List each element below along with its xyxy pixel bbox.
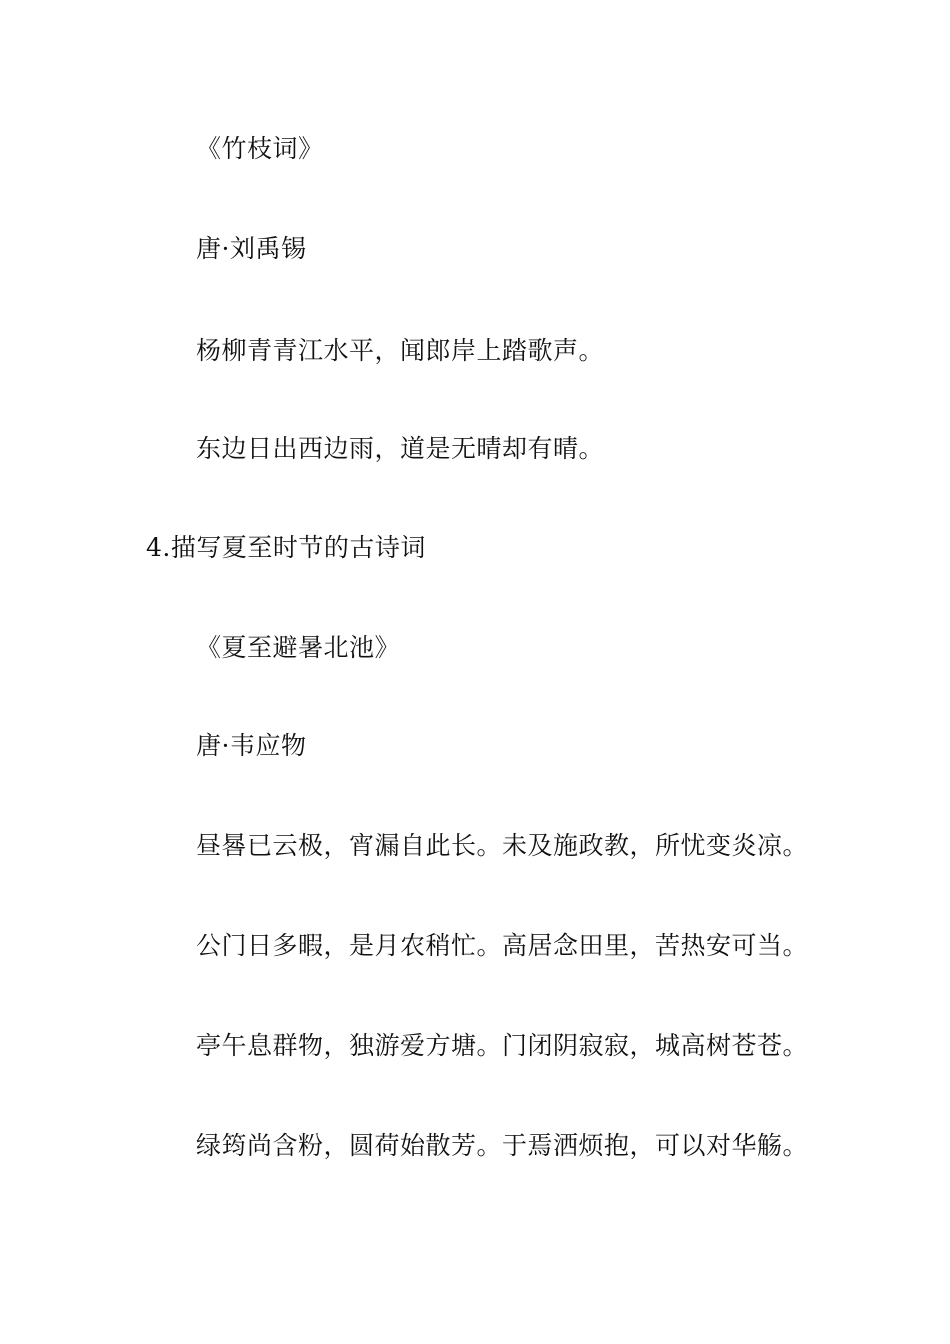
poem-author: 唐·刘禹锡 <box>196 234 307 263</box>
poem-title: 《竹枝词》 <box>196 134 324 163</box>
poem-line: 绿筠尚含粉，圆荷始散芳。于焉洒烦抱，可以对华觞。 <box>196 1131 809 1160</box>
poem-line: 杨柳青青江水平，闻郎岸上踏歌声。 <box>196 336 605 365</box>
poem-line: 亭午息群物，独游爱方塘。门闭阴寂寂，城高树苍苍。 <box>196 1031 809 1060</box>
poem-line: 公门日多暇，是月农稍忙。高居念田里，苦热安可当。 <box>196 931 809 960</box>
section-heading: 4.描写夏至时节的古诗词 <box>146 533 426 562</box>
poem-line: 昼晷已云极，宵漏自此长。未及施政教，所忧变炎凉。 <box>196 831 809 860</box>
poem-line: 东边日出西边雨，道是无晴却有晴。 <box>196 434 605 463</box>
poem-author: 唐·韦应物 <box>196 731 307 760</box>
poem-title: 《夏至避暑北池》 <box>196 633 401 662</box>
